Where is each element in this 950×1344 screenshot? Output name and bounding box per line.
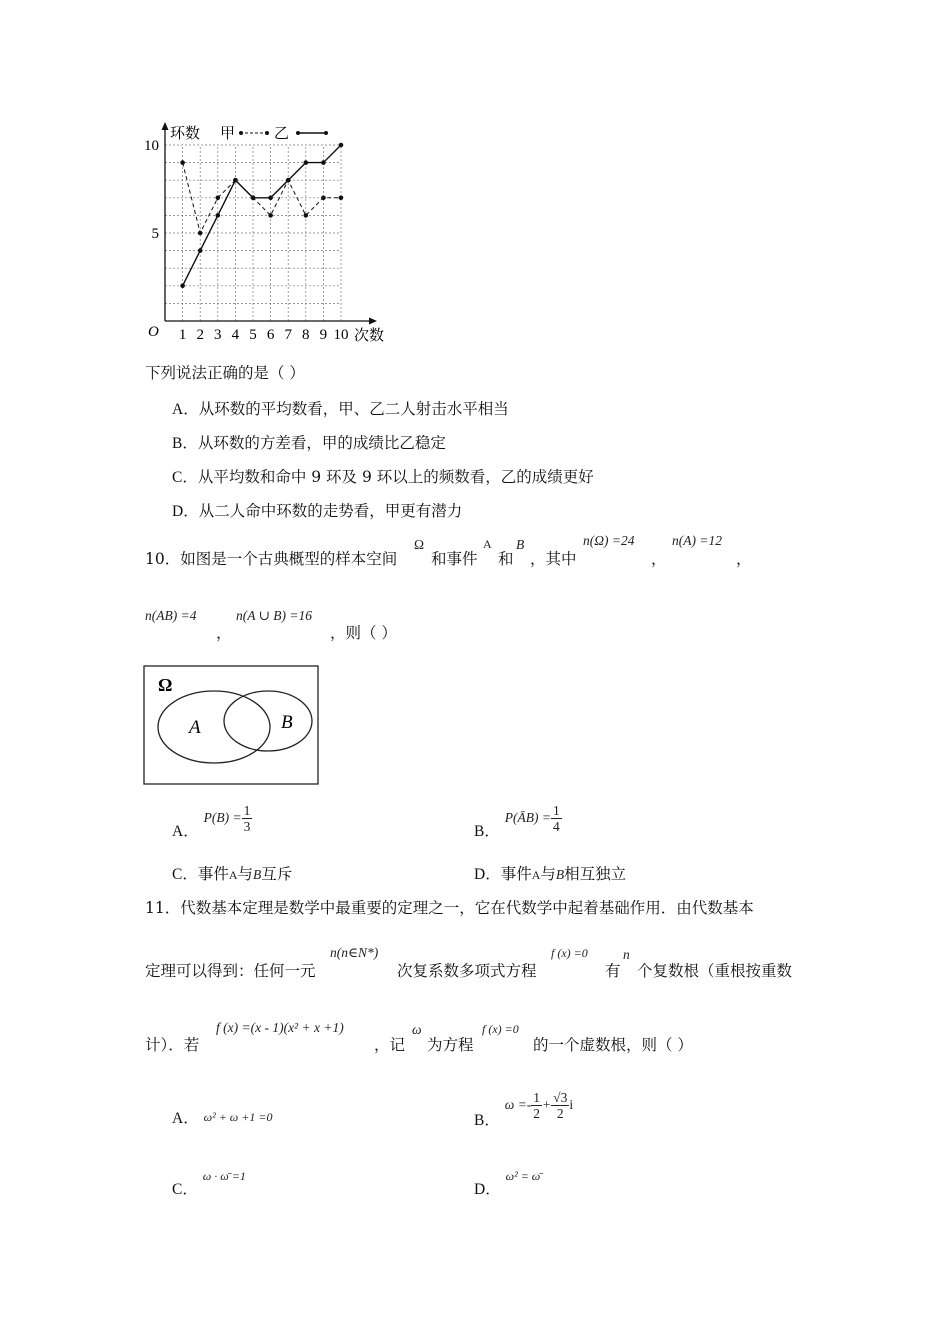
chart-axes bbox=[162, 122, 378, 325]
q10-n-a: n(A) =12 bbox=[672, 533, 722, 548]
q10-option-d[interactable] bbox=[474, 862, 626, 884]
q11-line2-n: n bbox=[623, 947, 630, 962]
q9-option-b[interactable] bbox=[172, 431, 446, 453]
q11-line3-c: 为方程 bbox=[427, 1036, 474, 1054]
q9-option-c[interactable] bbox=[172, 465, 594, 487]
q11-line3-d: 的一个虚数根，则（ ） bbox=[533, 1036, 693, 1054]
q9-option-a[interactable] bbox=[172, 397, 509, 419]
option-text: 事件 bbox=[500, 865, 532, 883]
q11-option-d[interactable] bbox=[474, 1163, 541, 1198]
q10-omega: Ω bbox=[414, 537, 425, 552]
q11-line2-b: 次复系数多项式方程 bbox=[397, 962, 537, 980]
option-text: 从二人命中环数的走势看，甲更有潜力 bbox=[198, 502, 463, 520]
data-point-jia bbox=[216, 196, 221, 201]
legend-yi-marker bbox=[296, 131, 328, 135]
event-a: A bbox=[228, 868, 238, 882]
x-tick-label: 9 bbox=[319, 327, 328, 343]
q10-option-a[interactable] bbox=[172, 803, 252, 840]
line-chart bbox=[140, 118, 400, 350]
data-point-yi bbox=[233, 178, 238, 183]
x-axis-label: 次数 bbox=[354, 328, 385, 344]
q10-n-aub: n(A ∪ B) =16 bbox=[236, 608, 313, 623]
option-math: ω² = ω̄ bbox=[505, 1169, 541, 1183]
venn-diagram bbox=[143, 665, 321, 787]
q11-line3-b: ，记 bbox=[374, 1036, 406, 1054]
option-text: 从环数的方差看，甲的成绩比乙稳定 bbox=[197, 434, 446, 452]
x-tick-label: 1 bbox=[178, 327, 187, 343]
data-point-yi bbox=[321, 160, 326, 165]
q11-line2-a: 定理可以得到：任何一元 bbox=[145, 962, 316, 980]
origin-label: O bbox=[148, 324, 159, 340]
q11-line3-omega: ω bbox=[412, 1022, 422, 1037]
legend-yi-label: 乙 bbox=[274, 126, 290, 142]
data-point-yi bbox=[286, 178, 291, 183]
q10-event-a: A bbox=[483, 537, 492, 551]
x-tick-label: 5 bbox=[249, 327, 257, 343]
chart-ticks bbox=[144, 138, 349, 343]
data-point-yi bbox=[216, 213, 221, 218]
x-axis-arrow bbox=[369, 318, 377, 325]
data-point-jia bbox=[180, 160, 185, 165]
option-text: 从平均数和命中 9 环及 9 环以上的频数看，乙的成绩更好 bbox=[197, 468, 594, 486]
y-tick-label: 5 bbox=[151, 226, 159, 242]
x-tick-label: 7 bbox=[284, 327, 292, 343]
event-b-circle bbox=[224, 691, 312, 751]
q10-qizhong: ，其中 bbox=[530, 550, 577, 568]
option-label: C． bbox=[172, 469, 198, 486]
q10-n-ab: n(AB) =4 bbox=[145, 608, 197, 623]
data-point-yi bbox=[180, 284, 185, 289]
option-label: D． bbox=[474, 1181, 501, 1198]
x-tick-label: 4 bbox=[231, 327, 240, 343]
q10-and-event: 和事件 bbox=[431, 550, 478, 568]
option-math: P(B) = $\frac{1}{3}$ bbox=[203, 803, 251, 834]
legend-jia-label: 甲 bbox=[220, 126, 236, 142]
y-axis-label: 环数 bbox=[170, 126, 201, 142]
q10-option-b[interactable] bbox=[474, 803, 562, 840]
option-math: ω · ω̄ =1 bbox=[202, 1169, 246, 1183]
q11-line3-math1: f (x) =(x - 1)(x² + x +1) bbox=[216, 1020, 344, 1035]
data-point-yi bbox=[198, 248, 203, 253]
q10-comma-1: ， bbox=[651, 550, 667, 568]
q10-comma-3: ， bbox=[216, 624, 232, 642]
q11-line1: 11．代数基本定理是数学中最重要的定理之一，它在代数学中起着基础作用．由代数基本 bbox=[145, 899, 754, 917]
event-b: B bbox=[253, 867, 262, 882]
venn-omega-label: Ω bbox=[158, 675, 173, 695]
option-text: 与 bbox=[540, 865, 556, 883]
q10-event-b: B bbox=[516, 537, 525, 552]
option-text: 互斥 bbox=[261, 865, 293, 883]
y-tick-label: 10 bbox=[144, 138, 159, 154]
y-axis-arrow bbox=[162, 122, 169, 130]
q11-line3-math2: f (x) =0 bbox=[482, 1022, 519, 1036]
option-label: B． bbox=[172, 435, 198, 452]
q11-line2-math1: n(n∈N*) bbox=[330, 945, 379, 960]
q11-line2-math2: f (x) =0 bbox=[551, 946, 588, 960]
option-label: C． bbox=[172, 866, 198, 883]
data-point-jia bbox=[268, 213, 273, 218]
data-point-jia bbox=[304, 213, 309, 218]
x-tick-label: 3 bbox=[214, 327, 222, 343]
data-point-yi bbox=[251, 196, 256, 201]
q10-ze: ，则（ ） bbox=[330, 624, 397, 642]
option-label: B． bbox=[474, 822, 500, 840]
legend-jia-marker bbox=[239, 131, 269, 135]
option-label: A． bbox=[172, 401, 199, 418]
data-point-yi bbox=[339, 143, 344, 148]
q11-line3-a: 计）．若 bbox=[145, 1036, 200, 1054]
option-math: ω² + ω +1 =0 bbox=[203, 1110, 273, 1124]
data-point-jia bbox=[339, 196, 344, 201]
q9-option-d[interactable] bbox=[172, 499, 462, 521]
x-tick-label: 6 bbox=[266, 327, 275, 343]
option-label: D． bbox=[172, 503, 199, 520]
venn-a-label: A bbox=[189, 717, 201, 738]
q11-option-c[interactable] bbox=[172, 1163, 246, 1198]
option-label: D． bbox=[474, 866, 501, 883]
q10-he: 和 bbox=[498, 550, 514, 568]
q10-intro: 10．如图是一个古典概型的样本空间 bbox=[145, 550, 398, 568]
data-point-jia bbox=[321, 196, 326, 201]
data-point-yi bbox=[304, 160, 309, 165]
option-label: A． bbox=[172, 1110, 199, 1127]
data-point-yi bbox=[268, 196, 273, 201]
option-text: 与 bbox=[237, 865, 254, 883]
q10-option-c[interactable] bbox=[172, 862, 292, 884]
option-label: C． bbox=[172, 1181, 198, 1198]
venn-b-label: B bbox=[281, 712, 293, 733]
x-tick-label: 10 bbox=[333, 327, 349, 343]
x-tick-label: 8 bbox=[302, 327, 310, 343]
event-b: B bbox=[555, 867, 565, 882]
event-a-circle bbox=[158, 691, 270, 763]
option-math: ω =- $\frac{1}{2}$ + $\frac{√3}{2}$ i bbox=[504, 1090, 574, 1121]
q9-question: 下列说法正确的是（ ） bbox=[145, 364, 305, 382]
event-a: A bbox=[531, 868, 541, 882]
q10-n-omega: n(Ω) =24 bbox=[583, 533, 635, 548]
q10-comma-2: ， bbox=[736, 550, 752, 568]
q11-line2-d: 个复数根（重根按重数 bbox=[637, 962, 793, 980]
x-tick-label: 2 bbox=[196, 327, 204, 343]
option-text: 事件 bbox=[197, 865, 229, 883]
data-point-jia bbox=[198, 231, 203, 236]
chart-grid bbox=[165, 145, 341, 321]
q11-option-b[interactable] bbox=[474, 1090, 574, 1129]
option-label: B． bbox=[474, 1111, 500, 1129]
option-text: 从环数的平均数看，甲、乙二人射击水平相当 bbox=[198, 400, 509, 418]
q11-line2-c: 有 bbox=[605, 962, 621, 980]
q11-option-a[interactable] bbox=[172, 1106, 272, 1128]
option-math: P(ĀB) = $\frac{1}{4}$ bbox=[504, 803, 560, 834]
option-label: A． bbox=[172, 822, 199, 840]
option-text: 相互独立 bbox=[564, 865, 627, 883]
